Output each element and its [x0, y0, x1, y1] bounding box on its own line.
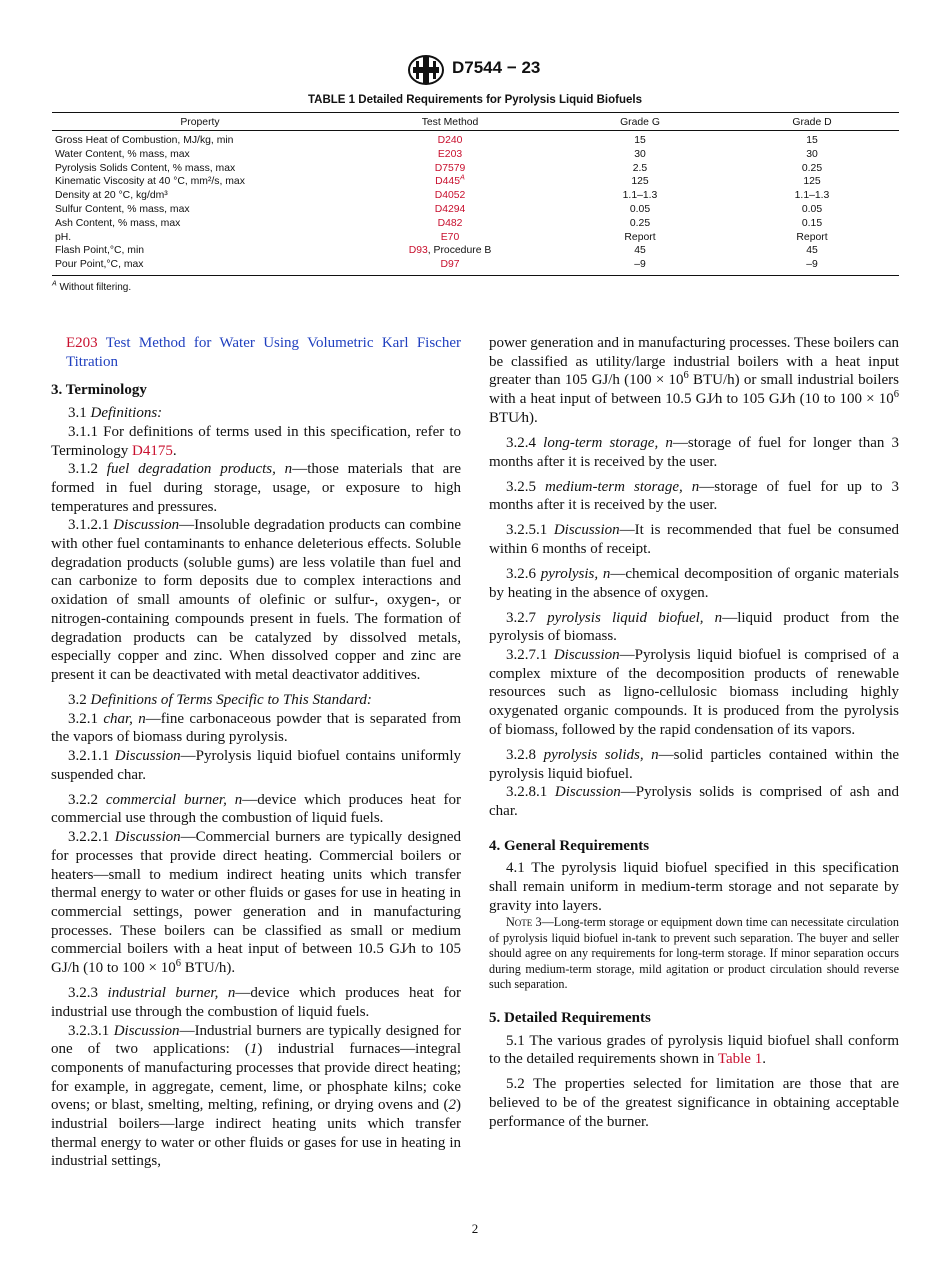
page-header	[0, 55, 950, 85]
test-method-link[interactable]: E70	[440, 231, 460, 243]
astm-logo-icon	[407, 55, 445, 85]
cell-grade-d: 0.25	[801, 162, 823, 174]
clause-term: Definitions:	[90, 405, 163, 422]
list-number: 2	[448, 1097, 456, 1114]
table-row	[52, 258, 899, 275]
paragraph	[489, 783, 899, 820]
cell-grade-g: –9	[555, 258, 725, 275]
clause-number: 3.2.1.1	[68, 748, 115, 765]
clause-term: Discussion	[554, 784, 621, 801]
paragraph	[51, 1022, 461, 1172]
clause-number: 3.2.3	[68, 985, 108, 1002]
cell-grade-d: 1.1–1.3	[794, 190, 830, 202]
table-header-row	[52, 113, 899, 131]
cell-grade-g: 30	[634, 148, 646, 160]
note-text: —Long-term storage or equipment down time can necessitate circulation of pyrolysis liquid biofuel in-tank to prevent such separation. The buyer and seller should agree on any requirements for long-term storage. If minor separation occurs during medium-term storage, mild agitation or product circulation should reverse such separation.	[489, 915, 899, 992]
clause-text: ) industrial furnaces—integral components of manufacturing processes that provide direct heating; for example, in aggregate, cement, lime, or phosphate kilns; coke ovens; or blast, smelting, melting, refining, or drying ovens and (	[51, 1041, 461, 1114]
requirements-table	[52, 112, 899, 276]
clause-text: —liquid product from the pyrolysis of biomass.	[489, 609, 899, 645]
note-label: Note 3	[506, 915, 542, 930]
cell-grade-d: –9	[725, 258, 899, 275]
clause-text: 3.1.1 For definitions of terms used in this specification, refer to Terminology	[51, 423, 461, 459]
clause-number: 3.1	[68, 405, 91, 422]
cell-property: Ash Content, % mass, max	[55, 217, 181, 229]
test-method-link[interactable]: D97	[440, 259, 460, 271]
clause-number: 3.1.2	[68, 461, 107, 478]
clause-number: 3.2	[68, 691, 91, 708]
table-reference-link[interactable]: Table 1	[717, 1051, 763, 1068]
page-number: 2	[471, 1221, 479, 1236]
referenced-document	[36, 334, 461, 371]
clause-text: BTU/h) or small industrial boilers with a heat input of between 10.5 GJ⁄h to 105 GJ⁄h (10 to 100 × 10	[489, 372, 900, 408]
paragraph	[51, 791, 461, 828]
cell-grade-g: 45	[634, 245, 646, 257]
clause-text: .	[762, 1051, 766, 1068]
clause-text: —Insoluble degradation products can combine with other fuel contaminants to enhance deleterious effects. Soluble degradation products (soluble gums) are less volatile than fuel and can carbonize to form deposits due to complex interactions and oxidation of small amounts of olefinic or sulfur-, oxygen-, or nitrogen-containing compounds present in fuels. The formation of degradation products can be catalyzed by dissolved metals, especially copper and zinc. When dissolved copper and zinc are present it can be deactivated with metal deactivator additives.	[51, 517, 461, 683]
clause-number: 3.2.1	[68, 710, 104, 727]
clause-term: pyrolysis solids, n	[543, 746, 659, 763]
cell-grade-d: 45	[806, 245, 818, 257]
clause-term: commercial burner, n	[105, 791, 243, 808]
clause-text: —Commercial burners are typically designed for processes that provide direct heating. Commercial boilers or heaters—small to medium indirect heating units which transfer thermal energy to water or other fluids or gases for use in heating in commercial settings, power generation and in manufacturing processes. These boilers can be classified as small or medium commercial boilers with a heat input of between 10.5 GJ⁄h to 105 GJ/h (10 to 100 × 10	[51, 829, 461, 977]
note	[489, 915, 899, 993]
clause-term: Discussion	[553, 647, 620, 664]
clause-number: 3.2.7	[506, 609, 548, 626]
table-footnote	[52, 282, 131, 293]
clause-term: Discussion	[114, 748, 181, 765]
clause-number: 3.2.3.1	[68, 1022, 114, 1039]
paragraph	[51, 747, 461, 784]
cell-property: Gross Heat of Combustion, MJ/kg, min	[55, 135, 234, 146]
clause-term: fuel degradation products, n	[106, 461, 293, 478]
cell-property: Sulfur Content, % mass, max	[55, 203, 190, 215]
clause-text: —Pyrolysis liquid biofuel contains uniformly suspended char.	[51, 748, 461, 783]
clause-term: industrial burner, n	[107, 985, 236, 1002]
standard-designation: D7544 − 23	[452, 58, 541, 77]
footnote-text: Without filtering.	[56, 282, 132, 293]
clause-number: 3.2.4	[506, 434, 544, 451]
cell-grade-g: 0.05	[629, 203, 651, 215]
cell-grade-g: 1.1–1.3	[622, 190, 658, 202]
section-heading: 3. Terminology	[51, 382, 147, 399]
clause-text: —device which produces heat for industrial use through the combustion of liquid fuels.	[51, 985, 462, 1020]
clause-text: ) industrial boilers—large indirect heating units which transfer thermal energy to water or other fluids or gases for use in heating in industrial settings,	[51, 1097, 461, 1170]
clause-term: Discussion	[113, 517, 180, 534]
clause-term: Discussion	[553, 522, 620, 539]
clause-text: —Pyrolysis liquid biofuel is comprised of a complex mixture of the decomposition products of renewable resources such as ligno-cellulosic biomass including highly oxygenated organic compounds. It is produced from the pyrolysis of biomass, followed by the rapid condensation of its vapors.	[489, 647, 899, 738]
table-row	[52, 131, 899, 148]
clause-term: pyrolysis liquid biofuel, n	[547, 609, 723, 626]
clause-number: 3.2.8	[506, 746, 544, 763]
cell-grade-d: 15	[806, 135, 818, 146]
cell-grade-d: 125	[803, 176, 821, 188]
table-title: TABLE 1 Detailed Requirements for Pyrolysis Liquid Biofuels	[308, 94, 642, 106]
paragraph	[51, 516, 461, 684]
superscript: 6	[893, 389, 899, 401]
paragraph	[51, 984, 461, 1021]
test-method-link[interactable]: D240	[437, 135, 463, 146]
cell-property: Water Content, % mass, max	[55, 148, 190, 160]
table-row	[52, 217, 899, 231]
paragraph	[489, 565, 899, 602]
clause-text: —storage of fuel for up to 3 months after it is received by the user.	[489, 478, 900, 514]
clause-text: —device which produces heat for commercial use through the combustion of liquid fuels.	[51, 791, 461, 827]
clause-text: BTU/h).	[180, 960, 236, 977]
paragraph	[51, 423, 461, 460]
clause-number: 3.1.2.1	[68, 517, 114, 534]
cell-grade-d: 30	[806, 148, 818, 160]
clause-text: —those materials that are formed in fuel during storage, usage, or exposure to high temperatures and pressures.	[51, 461, 461, 515]
clause-number: 3.2.7.1	[506, 647, 554, 664]
table-row	[52, 189, 899, 203]
clause-number: 3.2.6	[506, 565, 541, 582]
clause-text: —Pyrolysis solids is comprised of ash and char.	[489, 784, 900, 819]
section-heading: 5. Detailed Requirements	[489, 1009, 651, 1026]
paragraph	[489, 334, 899, 428]
paragraph	[51, 710, 461, 747]
superscript: 6	[683, 370, 689, 382]
clause-term: Definitions of Terms Specific to This Standard:	[90, 691, 372, 708]
column-header-property: Property	[52, 113, 345, 131]
clause-text: —fine carbonaceous powder that is separated from the vapors of biomass during pyrolysis.	[51, 710, 461, 746]
clause-text: —chemical decomposition of organic materials by heating in the absence of oxygen.	[489, 565, 899, 601]
list-number: 1	[249, 1041, 258, 1058]
cell-grade-g: 15	[634, 135, 646, 146]
test-method-link[interactable]: D482	[437, 217, 463, 229]
clause-number: 3.2.5	[506, 478, 545, 495]
cell-property: Pour Point,°C, max	[52, 258, 345, 275]
clause-text: .	[172, 442, 177, 459]
table-row	[52, 148, 899, 162]
clause-text: —Industrial burners are typically designed for one of two applications: (	[51, 1022, 461, 1058]
cell-grade-d: 0.05	[801, 203, 823, 215]
test-method-link[interactable]: D445	[435, 176, 460, 188]
table-row	[52, 231, 899, 245]
clause-text: —storage of fuel for longer than 3 months after it is received by the user.	[489, 434, 899, 470]
clause-number: 3.2.5.1	[506, 522, 554, 539]
column-header-grade-g: Grade G	[555, 113, 725, 131]
column-header-grade-d: Grade D	[725, 113, 899, 131]
test-method-link[interactable]: E203	[437, 148, 463, 160]
left-column	[51, 334, 461, 1171]
cell-property: Flash Point,°C, min	[55, 245, 145, 257]
paragraph: 5.2 The properties selected for limitation are those that are believed to be of the greatest significance in obtaining acceptable performance of the burner.	[489, 1076, 899, 1130]
clause-number: 3.2.2	[68, 791, 106, 808]
paragraph	[489, 434, 899, 471]
table-row	[52, 162, 899, 176]
clause-term: pyrolysis, n	[540, 565, 611, 582]
cell-grade-d: 0.15	[801, 217, 823, 229]
cell-property: Pyrolysis Solids Content, % mass, max	[55, 162, 236, 174]
test-method-link[interactable]: D4294	[434, 203, 466, 215]
superscript: 6	[175, 958, 181, 970]
paragraph: 4.1 The pyrolysis liquid biofuel specified in this specification shall remain uniform in medium-term storage and not separate by gravity into layers.	[489, 860, 899, 914]
clause-term: Discussion	[114, 829, 181, 846]
clause-text: BTU⁄h).	[489, 409, 538, 426]
cell-grade-d: Report	[796, 231, 828, 243]
test-method-suffix: , Procedure B	[427, 245, 492, 257]
cell-grade-g: Report	[624, 231, 656, 243]
paragraph	[51, 828, 461, 978]
clause-text: 5.1 The various grades of pyrolysis liquid biofuel shall conform to the detailed requirements shown in	[489, 1032, 899, 1068]
paragraph	[51, 691, 461, 710]
clause-text: power generation and in manufacturing processes. These boilers can be classified as utility/large industrial boilers with a heat input greater than 105 GJ/h (100 × 10	[489, 335, 899, 389]
reference-link[interactable]: D4175	[132, 442, 173, 459]
paragraph	[51, 460, 461, 516]
right-column	[489, 334, 899, 1131]
clause-text: —solid particles contained within the pyrolysis liquid biofuel.	[489, 746, 900, 782]
test-method-link[interactable]: D7579	[434, 162, 466, 174]
paragraph	[489, 646, 899, 740]
paragraph	[489, 746, 899, 783]
clause-number: 3.2.2.1	[68, 829, 115, 846]
clause-number: 3.2.8.1	[506, 784, 555, 801]
paragraph	[51, 404, 461, 423]
paragraph	[489, 478, 899, 515]
table-row	[52, 203, 899, 217]
section-heading: 4. General Requirements	[489, 837, 650, 854]
test-method-link[interactable]: D4052	[434, 190, 466, 202]
cell-property: pH.	[55, 231, 72, 243]
clause-text: —It is recommended that fuel be consumed within 6 months of receipt.	[489, 522, 900, 557]
ref-code-link[interactable]: E203	[66, 335, 98, 351]
cell-grade-g: 125	[631, 176, 649, 188]
cell-property: Kinematic Viscosity at 40 °C, mm²/s, max	[55, 176, 245, 188]
paragraph	[489, 1032, 899, 1069]
paragraph	[489, 521, 899, 558]
paragraph	[489, 609, 899, 646]
clause-term: char, n	[103, 710, 146, 727]
footnote-marker: A	[52, 280, 57, 288]
cell-grade-g: 0.25	[629, 217, 651, 229]
table-row	[52, 244, 899, 258]
table-row	[52, 175, 899, 189]
footnote-marker: A	[459, 172, 465, 182]
test-method-link[interactable]: D93	[408, 245, 428, 257]
cell-property: Density at 20 °C, kg/dm³	[55, 190, 168, 202]
cell-grade-g: 2.5	[632, 162, 648, 174]
column-header-test-method: Test Method	[345, 113, 555, 131]
clause-term: medium-term storage, n	[545, 478, 700, 495]
clause-term: Discussion	[113, 1022, 180, 1039]
ref-title-link[interactable]: Test Method for Water Using Volumetric Karl Fischer Titration	[66, 335, 461, 370]
clause-term: long-term storage, n	[543, 434, 673, 451]
